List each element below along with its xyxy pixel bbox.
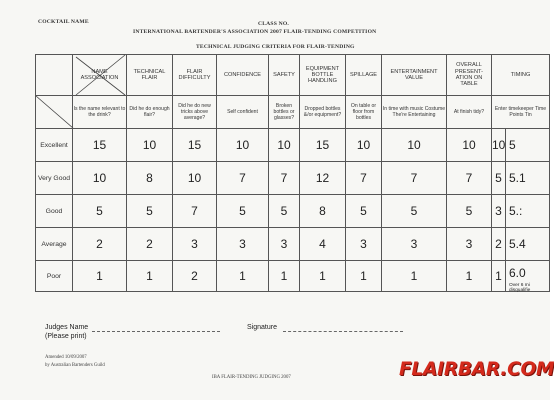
- score-cell: 1: [382, 261, 447, 292]
- score-cell: 10: [173, 162, 217, 195]
- signature-line: [283, 331, 403, 332]
- score-cell: 5: [127, 195, 173, 228]
- score-row-excellent: [36, 129, 550, 162]
- score-cell: 10: [346, 129, 382, 162]
- judges-name-line: [92, 331, 220, 332]
- score-cell: 5: [447, 195, 492, 228]
- score-cell: 5: [346, 195, 382, 228]
- judges-name-label: Judges Name: [45, 324, 89, 331]
- rating-label: Good: [36, 195, 73, 228]
- diagonal-slash-mark: [36, 96, 73, 128]
- score-cell: 7: [382, 162, 447, 195]
- rating-label: Average: [36, 228, 73, 261]
- cocktail-name-label: COCKTAIL NAME: [38, 19, 89, 25]
- score-cell: 5.:: [506, 195, 550, 228]
- score-cell: 1: [492, 261, 506, 292]
- footer-title: IBA FLAIR-TENDING JUDGING 2007: [212, 375, 291, 380]
- disqualification-note: Over 6 mi disqualifie: [509, 283, 531, 294]
- score-cell: 10: [127, 129, 173, 162]
- amended-by: by Australian Bartenders Guild: [45, 363, 105, 368]
- score-cell: 3: [447, 228, 492, 261]
- score-cell: 7: [447, 162, 492, 195]
- description-cell: On table or floor from bottles: [346, 96, 382, 129]
- column-header: TIMING: [492, 55, 550, 96]
- signature-label: Signature: [247, 324, 277, 331]
- score-cell: 10: [217, 129, 269, 162]
- score-cell: 15: [300, 129, 346, 162]
- description-cell: In time with music Costume The're Entertaining: [382, 96, 447, 129]
- score-cell: 5.4: [506, 228, 550, 261]
- score-cell: 2: [492, 228, 506, 261]
- please-print-label: (Please print): [45, 333, 87, 340]
- score-cell: 8: [127, 162, 173, 195]
- column-header: ENTERTAINMENT VALUE: [382, 55, 447, 96]
- score-cell: 2: [173, 261, 217, 292]
- document-subtitle: TECHNICAL JUDGING CRITERIA FOR FLAIR-TENDING: [196, 44, 355, 50]
- score-cell: 1: [269, 261, 300, 292]
- column-header: SAFETY: [269, 55, 300, 96]
- description-cell: Self confident: [217, 96, 269, 129]
- score-cell: 5: [506, 129, 550, 162]
- score-cell: 1: [447, 261, 492, 292]
- score-cell: 7: [346, 162, 382, 195]
- score-cell: 5.1: [506, 162, 550, 195]
- column-header: OVERALL PRESENT-ATION ON TABLE: [447, 55, 492, 96]
- score-cell: 7: [217, 162, 269, 195]
- column-header: SPILLAGE: [346, 55, 382, 96]
- description-cell: Is the name relevant to the drink?: [73, 96, 127, 129]
- description-cell: Enter timekeeper Time Points Tin: [492, 96, 550, 129]
- score-cell: 3: [346, 228, 382, 261]
- column-header: TECHNICAL FLAIR: [127, 55, 173, 96]
- score-cell: 5: [269, 195, 300, 228]
- description-cell: At finish tidy?: [447, 96, 492, 129]
- score-cell: 8: [300, 195, 346, 228]
- score-row-good: [36, 195, 550, 228]
- score-cell: 2: [73, 228, 127, 261]
- amended-date: Amended 10/09/2007: [45, 355, 87, 360]
- score-cell-timing-poor: [506, 261, 550, 292]
- score-value: 6.0: [509, 266, 526, 280]
- rating-label: Excellent: [36, 129, 73, 162]
- column-header: FLAIR DIFFICULTY: [173, 55, 217, 96]
- score-cell: 10: [447, 129, 492, 162]
- score-cell: 1: [300, 261, 346, 292]
- score-cell: 15: [173, 129, 217, 162]
- score-cell: 10: [382, 129, 447, 162]
- score-cell: 3: [173, 228, 217, 261]
- rating-label: Very Good: [36, 162, 73, 195]
- score-cell: 1: [73, 261, 127, 292]
- description-cell: Did he do enough flair?: [127, 96, 173, 129]
- judging-criteria-table: [35, 54, 547, 294]
- score-cell: 12: [300, 162, 346, 195]
- description-cell: Broken bottles or glasses?: [269, 96, 300, 129]
- score-cell: 1: [217, 261, 269, 292]
- score-cell: 1: [127, 261, 173, 292]
- score-cell: 4: [300, 228, 346, 261]
- score-cell: 5: [73, 195, 127, 228]
- score-cell: 2: [127, 228, 173, 261]
- description-cell: Dropped bottles &/or equipment?: [300, 96, 346, 129]
- rating-label: Poor: [36, 261, 73, 292]
- score-cell: 3: [269, 228, 300, 261]
- document-title: INTERNATIONAL BARTENDER'S ASSOCIATION 2007 FLAIR-TENDING COMPETITION: [133, 29, 377, 35]
- score-row-average: [36, 228, 550, 261]
- score-cell: 10: [269, 129, 300, 162]
- description-cell: Did he do new tricks above average?: [173, 96, 217, 129]
- score-cell: 3: [382, 228, 447, 261]
- flairbar-watermark: FLAIRBAR.COM: [399, 359, 554, 380]
- score-row-very-good: [36, 162, 550, 195]
- column-header: CONFIDENCE: [217, 55, 269, 96]
- column-header: EQUIPMENT BOTTLE HANDLING: [300, 55, 346, 96]
- score-cell: 10: [492, 129, 506, 162]
- score-cell: 5: [382, 195, 447, 228]
- column-header: NAME ASSOCIATION: [73, 55, 127, 96]
- score-cell: 15: [73, 129, 127, 162]
- score-cell: 5: [217, 195, 269, 228]
- corner-cell: [36, 96, 73, 129]
- score-cell: 1: [346, 261, 382, 292]
- corner-cell: [36, 55, 73, 96]
- score-cell: 7: [173, 195, 217, 228]
- score-row-poor: [36, 261, 550, 292]
- score-cell: 5: [492, 162, 506, 195]
- score-cell: 3: [217, 228, 269, 261]
- score-cell: 7: [269, 162, 300, 195]
- score-cell: 10: [73, 162, 127, 195]
- score-cell: 3: [492, 195, 506, 228]
- class-no-label: CLASS NO.: [258, 21, 290, 27]
